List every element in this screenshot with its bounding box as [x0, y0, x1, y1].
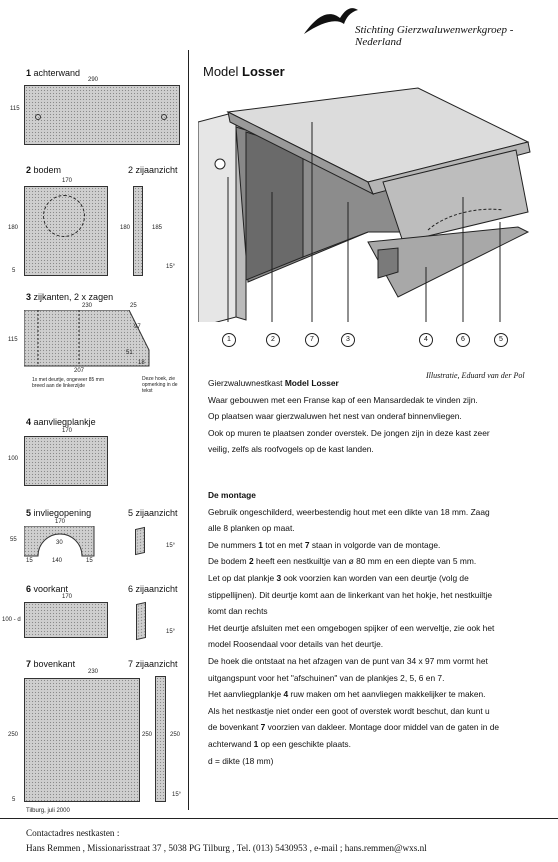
- intro-text: [208, 375, 548, 458]
- callout-4: 4: [419, 333, 433, 347]
- illustration-credit: Illustratie, Eduard van der Pol: [426, 371, 525, 380]
- part-3-d6: 51: [126, 350, 133, 356]
- part-4-label: 4 aanvliegplankje: [26, 417, 96, 427]
- part-6-side-plate: [136, 602, 146, 640]
- part-3-d4: 25: [130, 303, 137, 309]
- part-2-plate: [24, 186, 108, 276]
- part-3-plate: [24, 310, 154, 370]
- callout-6: 6: [456, 333, 470, 347]
- intro-line: veilig, zelfs als roofvogels op de kast landen.: [208, 444, 374, 455]
- part-3-note1: 1x met deurtje, ongeveer 85 mm breed aan de linkerzijde: [32, 377, 104, 389]
- part-3-bottom: 207: [74, 368, 85, 374]
- part-2-side-h1: 180: [120, 225, 131, 231]
- part-2-foot: 5: [12, 268, 16, 274]
- nestbox-illustration: [198, 82, 550, 322]
- part-2-label: 2 bodem: [26, 165, 62, 175]
- part-7-stamp: Tilburg, juli 2000: [26, 808, 70, 814]
- intro-line: Waar gebouwen met een Franse kap of een Mansardedak te vinden zijn.: [208, 394, 478, 405]
- part-7-plate: [24, 678, 140, 802]
- part-6-height: 100 - d: [2, 617, 21, 623]
- footer-contact: Hans Remmen , Missionarisstraat 37 , 5038 PG Tilburg , Tel. (013) 5430953 , e-mail ; hans.remmen@wxs.nl: [26, 843, 427, 853]
- footer-divider: [0, 818, 558, 819]
- part-4-height: 100: [8, 456, 19, 462]
- intro-title-line: Gierzwaluwnestkast Model Losser: [208, 378, 339, 388]
- part-7-side-h1: 250: [142, 732, 153, 738]
- column-divider: [188, 50, 189, 810]
- part-6-side-label: 6 zijaanzicht: [128, 584, 178, 594]
- intro-line: Op plaatsen waar gierzwaluwen het nest van onderaf binnenvliegen.: [208, 411, 462, 422]
- part-5-b3: 15: [86, 558, 93, 564]
- part-7-width: 230: [88, 669, 99, 675]
- callout-1: 1: [222, 333, 236, 347]
- swift-logo: [300, 4, 360, 40]
- callout-7: 7: [305, 333, 319, 347]
- part-7-side-h2: 250: [170, 732, 181, 738]
- part-2-side-plate: [133, 186, 143, 276]
- part-3-label: 3 zijkanten, 2 x zagen: [26, 292, 114, 302]
- part-5-height: 55: [10, 537, 17, 543]
- part-1-plate: [24, 85, 180, 145]
- part-6-label: 6 voorkant: [26, 584, 69, 594]
- part-5-b1: 15: [26, 558, 33, 564]
- part-2-width: 170: [62, 178, 73, 184]
- part-6-width: 170: [62, 594, 73, 600]
- part-4-width: 170: [62, 428, 73, 434]
- part-5-b2: 140: [52, 558, 63, 564]
- part-1-label: 1 achterwand: [26, 68, 81, 78]
- part-5-arc: 30: [56, 540, 63, 546]
- callout-2: 2: [266, 333, 280, 347]
- part-7-height: 250: [8, 732, 19, 738]
- part-4-plate: [24, 436, 108, 486]
- part-5-angle: 15°: [166, 543, 176, 549]
- part-2-side-label: 2 zijaanzicht: [128, 165, 178, 175]
- intro-line: Ook op muren te plaatsen zonder overstek. De jongen zijn in deze kast zeer: [208, 427, 490, 438]
- part-6-plate: [24, 602, 108, 638]
- callout-5: 5: [494, 333, 508, 347]
- part-1-width: 290: [88, 77, 99, 83]
- part-7-angle: 15°: [172, 792, 182, 798]
- part-3-height: 115: [8, 337, 18, 343]
- montage-text: De montage Gebruik ongeschilderd, weerbestendig hout met een dikte van 18 mm. Zaag alle 8 planken op maat. De nummers 1 tot en met 7 staan in volgorde van de montage. De bodem 2 heeft een nestkuiltje van ø 80 mm en een diepte van 5 mm. Let op dat plankje 3 ook voorzien kan worden van een deurtje (volg de stippellijnen). Dit deurtje komt aan de linkerkant van het hokje, het nestkuiltje komt dan rechts Het deurtje afsluiten met een omgebogen spijker of een werveltje, zie ook het model Roosendaal voor details van het deurtje. De hoek die ontstaat na het afzagen van de punt van 34 x 97 mm vormt het uitgangspunt voor het "afschuinen" van de plankjes 2, 5, 6 en 7. Het aanvliegplankje 4 ruw maken om het aanvliegen makkelijker te maken. Als het nestkastje niet onder een goot of overstek wordt beschut, dan kunt u de bovenkant 7 voorzien van dakleer. Montage door middel van de gaten in de achterwand 1 op een geschikte plaats. d = dikte (18 mm): [208, 487, 548, 769]
- part-5-width: 170: [55, 519, 66, 525]
- part-3-d5: 97: [134, 324, 141, 330]
- part-1-height: 115: [10, 106, 20, 112]
- part-2-height: 180: [8, 225, 19, 231]
- part-2-side-h2: 185: [152, 225, 163, 231]
- model-title: Model Losser: [203, 64, 285, 79]
- part-3-top: 230: [82, 303, 93, 309]
- part-3-note2: Deze hoek, zie opmerking in de tekst: [142, 376, 178, 394]
- part-7-side-label: 7 zijaanzicht: [128, 659, 178, 669]
- part-6-angle: 15°: [166, 629, 176, 635]
- part-7-label: 7 bovenkant: [26, 659, 76, 669]
- montage-heading: De montage: [208, 490, 256, 500]
- footer-heading: Contactadres nestkasten :: [26, 828, 120, 838]
- part-7-foot: 5: [12, 797, 16, 803]
- part-5-side-plate: [135, 527, 145, 555]
- part-5-side-label: 5 zijaanzicht: [128, 508, 178, 518]
- part-5-label: 5 invliegopening: [26, 508, 92, 518]
- callout-3: 3: [341, 333, 355, 347]
- part-7-side-plate: [155, 676, 166, 802]
- part-2-angle: 15°: [166, 264, 176, 270]
- org-name: Stichting Gierzwaluwenwerkgroep - Nederland: [355, 24, 514, 48]
- part-3-d7: 18: [138, 360, 145, 366]
